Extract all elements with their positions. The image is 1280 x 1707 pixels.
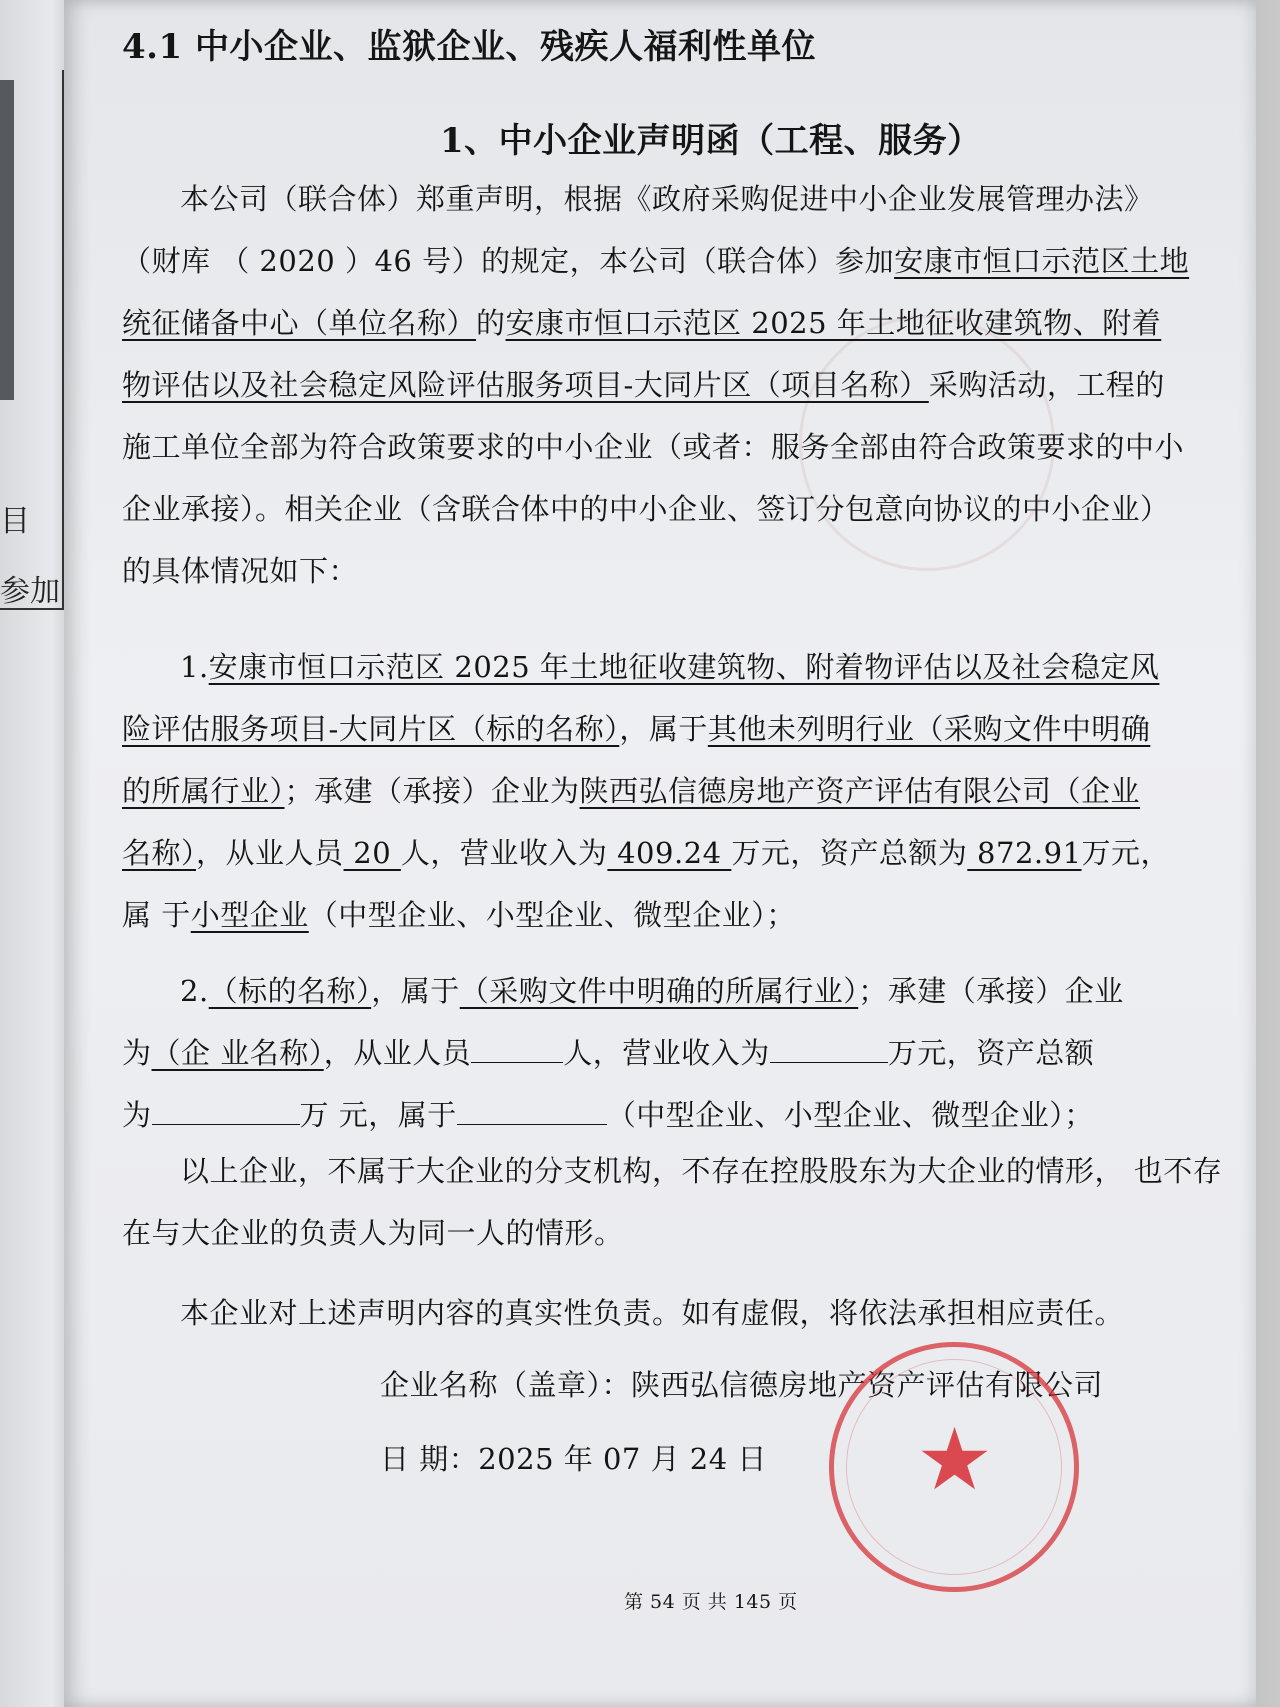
company-seal xyxy=(829,1342,1079,1592)
company-name: 名称） xyxy=(122,836,197,870)
document-page xyxy=(64,0,1256,1707)
item-1: 1.安康市恒口示范区 2025 年土地征收建筑物、附着物评估以及社会稳定风 险评估服务项目-大同片区（标的名称），属于其他未列明行业（采购文件中明确 的所属行业）；承建（承接）企业为陕西弘信德房地产资产评估有限公司（企业 名称），从业人员 20 人，营业收入为 409.24 万元，资产总额为 872.91万元， 属 于小型企业（中型企业、小型企业、微型企业）； xyxy=(122,650,1171,932)
intro-line: 的具体情况如下： xyxy=(122,554,359,588)
intro-paragraph xyxy=(122,168,1242,602)
intro-line: 本公司（联合体）郑重声明，根据《政府采购促进中小企业发展管理办法》 xyxy=(180,182,1154,216)
intro-line: 施工单位全部为符合政策要求的中小企业（或者：服务全部由符合政策要求的中小 xyxy=(122,430,1185,464)
project-name: 安康市恒口示范区 2025 年土地征收建筑物、附着 xyxy=(505,306,1162,340)
company-name: 陕西弘信德房地产资产评估有限公司（企业 xyxy=(579,774,1141,808)
type-blank xyxy=(457,1098,607,1125)
revenue-value: 409.24 xyxy=(607,836,732,870)
page-footer: 第 54 页 共 145 页 xyxy=(624,1591,798,1613)
left-page-char: 参加 xyxy=(0,574,60,609)
seal-star-icon: ★ xyxy=(916,1410,994,1510)
industry-placeholder: （采购文件中明确的所属行业） xyxy=(459,974,859,1008)
signature-date: 2025 年 07 月 24 日 xyxy=(478,1442,767,1476)
revenue-blank xyxy=(770,1036,888,1063)
project-name: 物评估以及社会稳定风险评估服务项目-大同片区（项目名称） xyxy=(122,368,929,402)
assets-value: 872.91 xyxy=(967,836,1082,870)
subject-name: 险评估服务项目-大同片区（标的名称） xyxy=(122,712,620,746)
closing-paragraph: 以上企业，不属于大企业的分支机构，不存在控股股东为大企业的情形， 也不存 在与大企业的负责人为同一人的情形。 xyxy=(122,1154,1223,1250)
subject-placeholder: （标的名称） xyxy=(208,974,372,1008)
left-page-photo xyxy=(0,80,14,400)
adjacent-left-page xyxy=(0,0,74,1707)
purchaser-name: 安康市恒口示范区土地 xyxy=(894,244,1190,278)
responsibility-statement: 本企业对上述声明内容的真实性负责。如有虚假，将依法承担相应责任。 xyxy=(180,1296,1125,1330)
intro-line: （财库 （ 2020 ）46 号）的规定，本公司（联合体）参加安康市恒口示范区土地 xyxy=(122,244,1190,278)
signature-block: 企业名称（盖章）：陕西弘信德房地产资产评估有限公司 日 期：2025 年 07 月 24 日 xyxy=(380,1368,1104,1476)
company-placeholder: （企 业名称） xyxy=(151,1036,324,1070)
staff-blank xyxy=(471,1036,563,1063)
enterprise-type: 小型企业 xyxy=(190,898,309,932)
assets-blank xyxy=(152,1098,300,1125)
signature-company: 陕西弘信德房地产资产评估有限公司 xyxy=(631,1368,1104,1402)
intro-line: 企业承接）。相关企业（含联合体中的中小企业、签订分包意向协议的中小企业） xyxy=(122,492,1170,526)
section-heading: 4.1 中小企业、监狱企业、残疾人福利性单位 xyxy=(122,27,816,67)
purchaser-name: 统征储备中心（单位名称） xyxy=(122,306,477,340)
staff-count: 20 xyxy=(343,836,401,870)
industry-name: 其他未列明行业（采购文件中明确 xyxy=(707,712,1151,746)
intro-line: 物评估以及社会稳定风险评估服务项目-大同片区（项目名称）采购活动，工程的 xyxy=(122,368,1165,402)
subject-name: 安康市恒口示范区 2025 年土地征收建筑物、附着物评估以及社会稳定风 xyxy=(208,650,1160,684)
intro-line: 统征储备中心（单位名称）的安康市恒口示范区 2025 年土地征收建筑物、附着 xyxy=(122,306,1162,340)
item-2: 2.（标的名称），属于（采购文件中明确的所属行业）；承建（承接）企业 为（企 业名称），从业人员 人，营业收入为 万元，资产总额 为 万 元，属于 （中型企业、小型企业、微型企业）； xyxy=(122,974,1124,1132)
left-page-char: 目 xyxy=(0,504,30,539)
document-title: 1、中小企业声明函（工程、服务） xyxy=(440,121,982,161)
industry-name: 的所属行业） xyxy=(122,774,285,808)
